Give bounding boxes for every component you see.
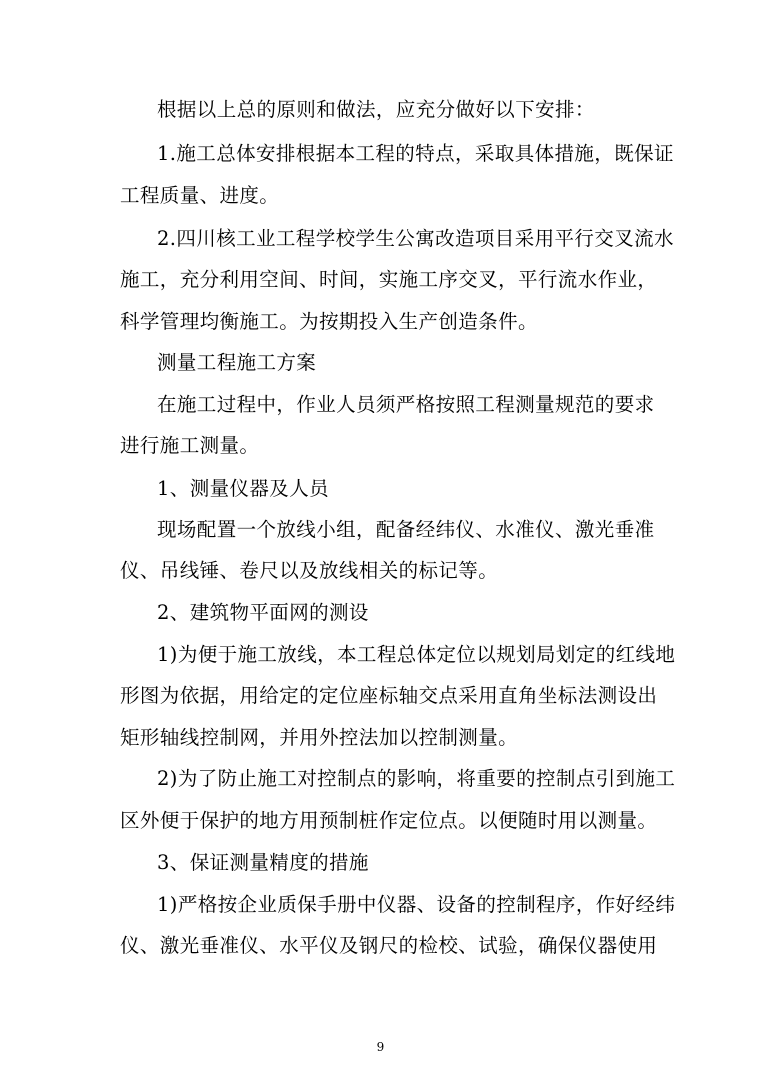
text-line: 根据以上总的原则和做法，应充分做好以下安排： <box>157 98 595 121</box>
text-line: 进行施工测量。 <box>120 434 260 457</box>
subsection-heading: 2、建筑物平面网的测设 <box>157 601 369 624</box>
text-line: 1)为便于施工放线，本工程总体定位以规划局划定的红线地 <box>157 643 676 666</box>
text-line: 仪、激光垂准仪、水平仪及钢尺的检校、试验，确保仪器使用 <box>120 934 658 957</box>
subsection-heading: 1、测量仪器及人员 <box>157 477 330 500</box>
text-line: 施工，充分利用空间、时间，实施工序交叉，平行流水作业， <box>120 268 658 291</box>
text-line: 2.四川核工业工程学校学生公寓改造项目采用平行交叉流水 <box>157 227 674 250</box>
text-line: 仪、吊线锤、卷尺以及放线相关的标记等。 <box>120 559 499 582</box>
text-line: 2)为了防止施工对控制点的影响，将重要的控制点引到施工 <box>157 767 676 790</box>
text-line: 现场配置一个放线小组，配备经纬仪、水准仪、激光垂准 <box>157 518 655 541</box>
section-heading: 测量工程施工方案 <box>157 351 317 374</box>
text-line: 1)严格按企业质保手册中仪器、设备的控制程序，作好经纬 <box>157 893 676 916</box>
text-line: 区外便于保护的地方用预制桩作定位点。以便随时用以测量。 <box>120 809 658 832</box>
text-line: 1.施工总体安排根据本工程的特点，采取具体措施，既保证 <box>157 142 674 165</box>
text-line: 矩形轴线控制网，并用外控法加以控制测量。 <box>120 726 519 749</box>
text-line: 工程质量、进度。 <box>120 184 280 207</box>
page-number: 9 <box>376 1040 385 1054</box>
subsection-heading: 3、保证测量精度的措施 <box>157 851 369 874</box>
text-line: 在施工过程中，作业人员须严格按照工程测量规范的要求 <box>157 393 655 416</box>
text-line: 形图为依据，用给定的定位座标轴交点采用直角坐标法测设出 <box>120 684 658 707</box>
text-line: 科学管理均衡施工。为按期投入生产创造条件。 <box>120 310 538 333</box>
